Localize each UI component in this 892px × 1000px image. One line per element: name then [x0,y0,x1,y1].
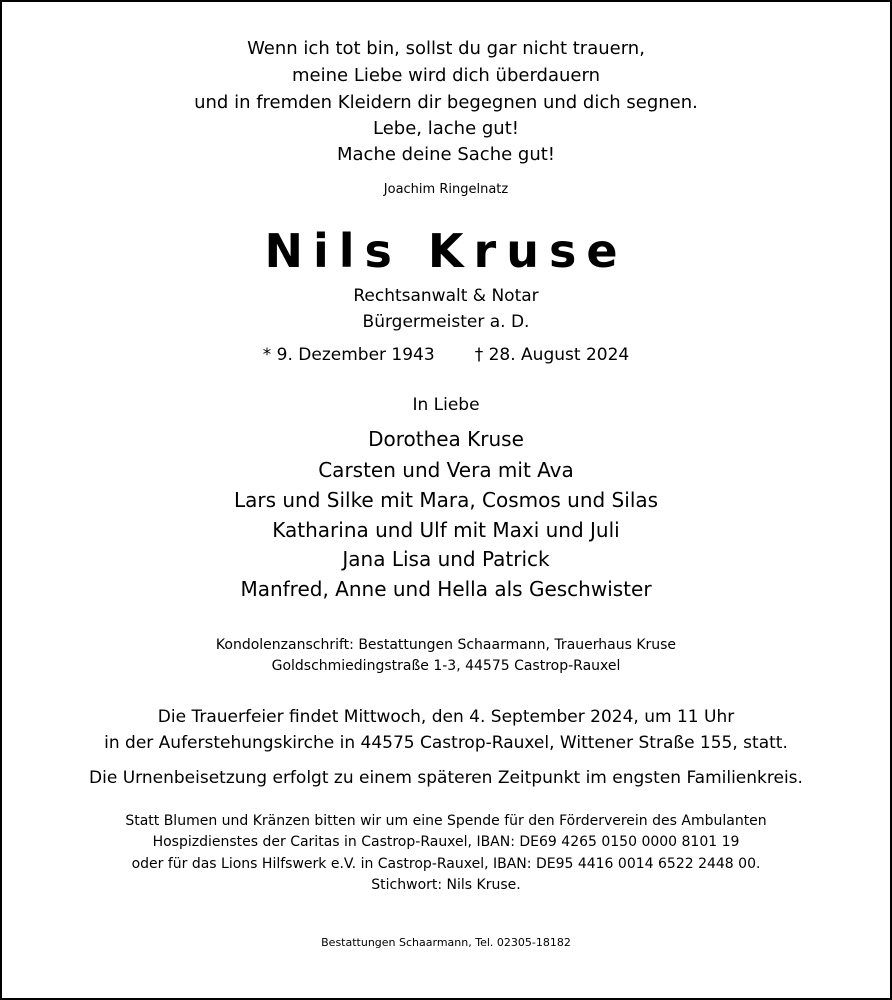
deceased-title: Bürgermeister a. D. [362,312,530,332]
donation-request: Statt Blumen und Kränzen bitten wir um eine Spende für den Förderverein des Ambulanten [125,813,767,829]
deceased-title: Rechtsanwalt & Notar [353,286,539,306]
condolence-address: Kondolenzanschrift: Bestattungen Schaarmann, Trauerhaus Kruse [215,637,677,653]
service-info: in der Auferstehungskirche in 44575 Castrop-Rauxel, Wittener Straße 155, statt. [104,733,788,753]
birth-date: * 9. Dezember 1943 [262,345,435,365]
mourner-name: Lars und Silke mit Mara, Cosmos und Silas [233,488,659,512]
poem-line: Lebe, lache gut! [373,118,519,139]
condolence-address: Goldschmiedingstraße 1-3, 44575 Castrop-Rauxel [271,658,621,674]
poem-author: Joachim Ringelnatz [383,182,509,197]
mourner-name: Katharina und Ulf mit Maxi und Juli [272,518,620,542]
donation-request: Hospizdienstes der Caritas in Castrop-Rauxel, IBAN: DE69 4265 0150 0000 8101 19 [152,834,740,850]
death-date: † 28. August 2024 [474,345,630,365]
mourner-name: Dorothea Kruse [368,427,524,451]
poem-line: und in fremden Kleidern dir begegnen und dich segnen. [194,92,698,113]
mourners-intro: In Liebe [412,395,480,415]
deceased-name: Nils Kruse [264,224,628,278]
life-dates [2,345,890,365]
donation-request: oder für das Lions Hilfswerk e.V. in Castrop-Rauxel, IBAN: DE95 4416 0014 6522 2448 00. [131,856,761,872]
burial-info: Die Urnenbeisetzung erfolgt zu einem späteren Zeitpunkt im engsten Familienkreis. [89,768,803,788]
funeral-home-contact: Bestattungen Schaarmann, Tel. 02305-18182 [321,936,571,949]
donation-keyword: Stichwort: Nils Kruse. [371,877,521,893]
poem-line: Wenn ich tot bin, sollst du gar nicht trauern, [247,38,645,59]
service-info: Die Trauerfeier findet Mittwoch, den 4. September 2024, um 11 Uhr [157,707,735,727]
mourner-name: Carsten und Vera mit Ava [318,458,574,482]
poem-line: meine Liebe wird dich überdauern [292,65,600,86]
mourner-name: Manfred, Anne und Hella als Geschwister [240,577,652,601]
poem-line: Mache deine Sache gut! [336,144,556,165]
mourner-name: Jana Lisa und Patrick [342,547,550,571]
